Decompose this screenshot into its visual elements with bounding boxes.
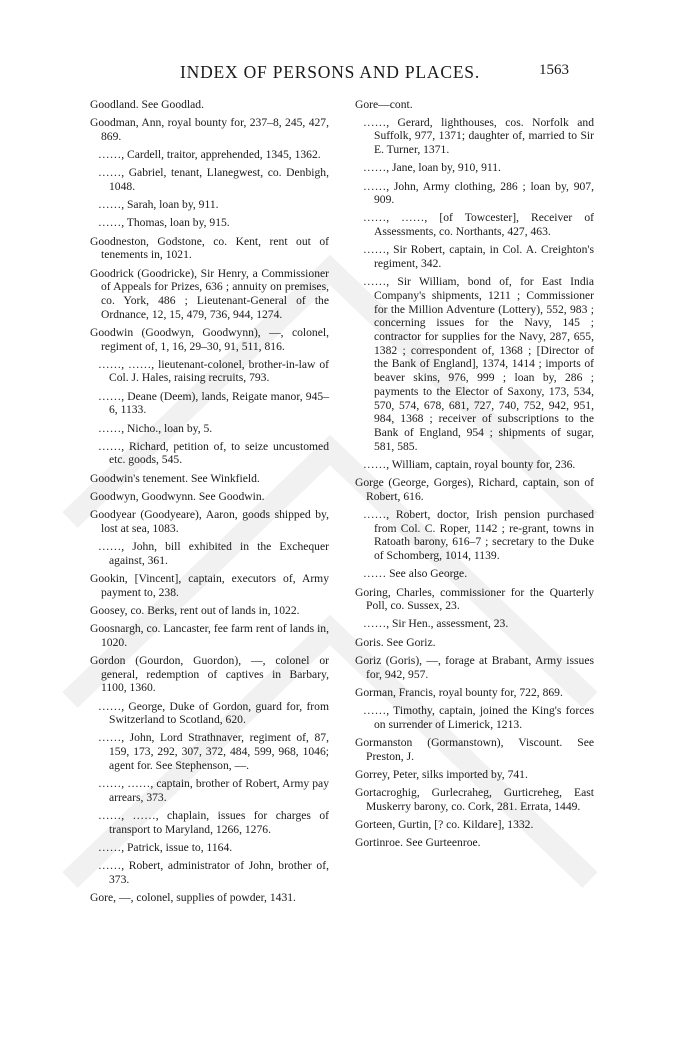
page-header bbox=[0, 62, 673, 86]
index-subentry: ……, Gerard, lighthouses, cos. Norfolk and Suffolk, 977, 1371; daughter of, married to Sir E. Turner, 1371. bbox=[363, 115, 594, 157]
left-column bbox=[90, 98, 329, 909]
index-subentry: ……, Robert, administrator of John, brother of, 373. bbox=[98, 859, 329, 886]
index-subentry: ……, John, Lord Strathnaver, regiment of, 87, 159, 173, 292, 307, 372, 484, 599, 968, 1046; agent for. See Stephenson, —. bbox=[98, 731, 329, 772]
index-subentry: ……, Sir Hen., assessment, 23. bbox=[363, 617, 509, 631]
index-entry: Goriz (Goris), —, forage at Brabant, Army issues for, 942, 957. bbox=[355, 653, 594, 681]
index-subentry: ……, ……, [of Towcester], Receiver of Assessments, co. Northants, 427, 463. bbox=[363, 211, 594, 239]
index-subentry: ……, Gabriel, tenant, Llanegwest, co. Denbigh, 1048. bbox=[98, 166, 329, 194]
index-entry: Goosnargh, co. Lancaster, fee farm rent of lands in, 1020. bbox=[90, 622, 329, 649]
index-entry: Goring, Charles, commissioner for the Quarterly Poll, co. Sussex, 23. bbox=[355, 585, 594, 613]
index-subentry: ……, Nicho., loan by, 5. bbox=[98, 421, 213, 435]
index-entry: Gorrey, Peter, silks imported by, 741. bbox=[355, 767, 528, 781]
index-entry: Gorman, Francis, royal bounty for, 722, 869. bbox=[355, 685, 563, 699]
index-subentry: ……, Sarah, loan by, 911. bbox=[98, 198, 219, 212]
index-subentry: ……, Cardell, traitor, apprehended, 1345, 1362. bbox=[98, 148, 321, 162]
index-entry: Goodman, Ann, royal bounty for, 237–8, 245, 427, 869. bbox=[90, 116, 329, 143]
index-entry: Goodwyn, Goodwynn. See Goodwin. bbox=[90, 489, 265, 503]
index-entry: Gordon (Gourdon, Guordon), —, colonel or general, redemption of captives in Barbary, 1100, 1360. bbox=[90, 653, 329, 695]
index-subentry: ……, George, Duke of Gordon, guard for, from Switzerland to Scotland, 620. bbox=[98, 699, 329, 727]
index-entry: Goris. See Goriz. bbox=[355, 635, 436, 649]
right-column bbox=[355, 98, 594, 854]
index-subentry: ……, ……, lieutenant-colonel, brother-in-law of Col. J. Hales, raising recruits, 793. bbox=[98, 357, 329, 385]
index-subentry: …… See also George. bbox=[363, 567, 468, 581]
index-entry: Goodwin's tenement. See Winkfield. bbox=[90, 471, 260, 485]
index-entry: Goodrick (Goodricke), Sir Henry, a Commissioner of Appeals for Prizes, 636 ; annuity on premises, co. York, 486 ; Lieutenant-General of the Ordnance, 12, 15, 479, 736, 944, 1274. bbox=[90, 266, 329, 321]
index-subentry: ……, Sir Robert, captain, in Col. A. Creighton's regiment, 342. bbox=[363, 243, 594, 271]
index-subentry: ……, ……, captain, brother of Robert, Army pay arrears, 373. bbox=[98, 777, 329, 804]
index-subentry: ……, Richard, petition of, to seize uncustomed etc. goods, 545. bbox=[98, 439, 329, 467]
index-subentry: ……, Patrick, issue to, 1164. bbox=[98, 840, 233, 854]
index-entry: Gore, —, colonel, supplies of powder, 1431. bbox=[90, 890, 296, 904]
index-entry: Goodneston, Godstone, co. Kent, rent out of tenements in, 1021. bbox=[90, 234, 329, 262]
index-entry: Gortacroghig, Gurlecraheg, Gurticreheg, East Muskerry barony, co. Cork, 281. Errata, 1449. bbox=[355, 785, 594, 813]
index-entry: Goodland. See Goodlad. bbox=[90, 98, 204, 111]
index-subentry: ……, ……, chaplain, issues for charges of transport to Maryland, 1266, 1276. bbox=[98, 808, 329, 836]
index-subentry: ……, John, bill exhibited in the Exchequer against, 361. bbox=[98, 539, 329, 567]
index-subentry: ……, Robert, doctor, Irish pension purchased from Col. C. Roper, 1142 ; re-grant, towns in Ratoath barony, 616–7 ; secretary to the Duke of Schomberg, 1014, 1139. bbox=[363, 507, 594, 563]
index-entry: Gorteen, Gurtin, [? co. Kildare], 1332. bbox=[355, 817, 534, 831]
index-entry: Goodyear (Goodyeare), Aaron, goods shipped by, lost at sea, 1083. bbox=[90, 508, 329, 535]
index-entry: Gorge (George, Gorges), Richard, captain, son of Robert, 616. bbox=[355, 476, 594, 503]
index-entry: Goosey, co. Berks, rent out of lands in, 1022. bbox=[90, 603, 300, 617]
index-subentry: ……, Sir William, bond of, for East India Company's shipments, 1211 ; Commissioner for the Million Adventure (Lottery), 552, 983 ; concerning issues for the Navy, 145 ; contractor for supplies for the Navy, 287, 655, 1382 ; correspondent of, 1368 ; [Director of the Bank of England], 1374, 1414 ; imports of beaver skins, 976, 999 ; loan by, 286 ; payments to the Elector of Saxony, 173, 534, 570, 574, 678, 681, 727, 740, 752, 942, 951, 984, 1368 ; receiver of subscriptions to the Bank of England, 954 ; shipments of sugar, 581, 585. bbox=[363, 275, 594, 453]
page-title: INDEX OF PERSONS AND PLACES. bbox=[180, 62, 481, 82]
index-subentry: ……, Timothy, captain, joined the King's forces on surrender of Limerick, 1213. bbox=[363, 703, 594, 731]
index-entry: Gormanston (Gormanstown), Viscount. See Preston, J. bbox=[355, 735, 594, 763]
index-entry: Gortinroe. See Gurteenroe. bbox=[355, 836, 481, 850]
index-subentry: ……, John, Army clothing, 286 ; loan by, 907, 909. bbox=[363, 179, 594, 207]
right-column-entries bbox=[355, 116, 594, 850]
continuation-heading: Gore—cont. bbox=[355, 98, 413, 111]
index-entry: Goodwin (Goodwyn, Goodwynn), —, colonel, regiment of, 1, 16, 29–30, 91, 511, 816. bbox=[90, 325, 329, 353]
index-subentry: ……, Thomas, loan by, 915. bbox=[98, 216, 230, 230]
index-subentry: ……, William, captain, royal bounty for, 236. bbox=[363, 457, 576, 471]
index-entry: Gookin, [Vincent], captain, executors of, Army payment to, 238. bbox=[90, 571, 329, 599]
index-subentry: ……, Jane, loan by, 910, 911. bbox=[363, 161, 501, 175]
page-number: 1563 bbox=[539, 62, 569, 78]
index-subentry: ……, Deane (Deem), lands, Reigate manor, 945–6, 1133. bbox=[98, 389, 329, 417]
